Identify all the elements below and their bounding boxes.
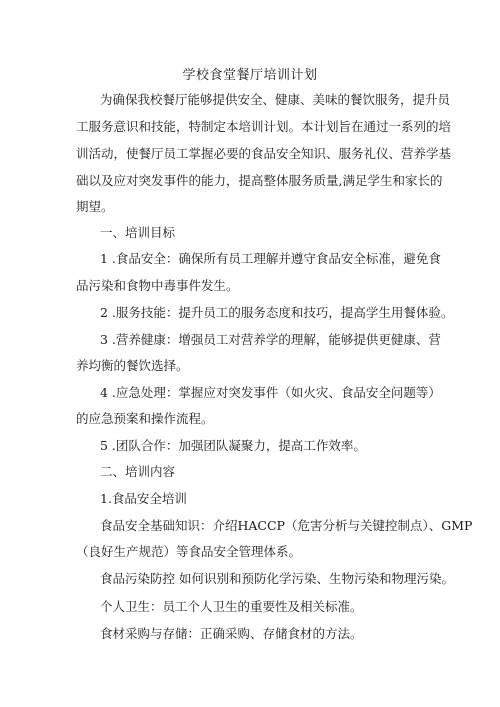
content-line-4: 个人卫生：员工个人卫生的重要性及相关标准。 xyxy=(100,599,363,614)
document-title: 学校食堂餐厅培训计划 xyxy=(182,68,318,83)
intro-line-3: 训活动，使餐厅员工掌握必要的食品安全知识、服务礼仪、营养学基 xyxy=(76,146,452,161)
goal-line-1: 1 .食品安全：确保所有员工理解并遵守食品安全标准，避免食 xyxy=(100,251,441,266)
intro-line-1: 为确保我校餐厅能够提供安全、健康、美味的餐饮服务，提升员 xyxy=(100,92,451,107)
goal-line-6: 4 .应急处理：掌握应对突发事件（如火灾、食品安全问题等） xyxy=(100,385,441,400)
goal-line-5: 养均衡的餐饮选择。 xyxy=(76,358,189,373)
content-line-5: 食材采购与存储：正确采购、存储食材的方法。 xyxy=(100,626,363,641)
goal-line-8: 5 .团队合作：加强团队凝聚力，提高工作效率。 xyxy=(100,438,366,453)
goal-line-2: 品污染和食物中毒事件发生。 xyxy=(76,278,239,293)
section-heading-content: 二、培训内容 xyxy=(100,464,176,479)
subsection-heading-food-safety: 1.食品安全培训 xyxy=(100,491,187,506)
content-line-1: 食品安全基础知识：介绍HACCP（危害分析与关键控制点）、GMP xyxy=(100,518,473,533)
intro-line-2: 工服务意识和技能，特制定本培训计划。本计划旨在通过一系列的培 xyxy=(76,119,452,134)
content-line-2: （良好生产规范）等食品安全管理体系。 xyxy=(76,544,302,559)
content-line-3: 食品污染防控 如何识别和预防化学污染、生物污染和物理污染。 xyxy=(100,571,454,586)
intro-line-5: 期望。 xyxy=(76,199,114,214)
goal-line-7: 的应急预案和操作流程。 xyxy=(76,411,214,426)
intro-line-4: 础以及应对突发事件的能力，提高整体服务质量,满足学生和家长的 xyxy=(76,173,443,188)
section-heading-goals: 一、培训目标 xyxy=(100,225,176,240)
goal-line-3: 2 .服务技能：提升员工的服务态度和技巧，提高学生用餐体验。 xyxy=(100,305,454,320)
goal-line-4: 3 .营养健康：增强员工对营养学的理解，能够提供更健康、营 xyxy=(100,332,441,347)
